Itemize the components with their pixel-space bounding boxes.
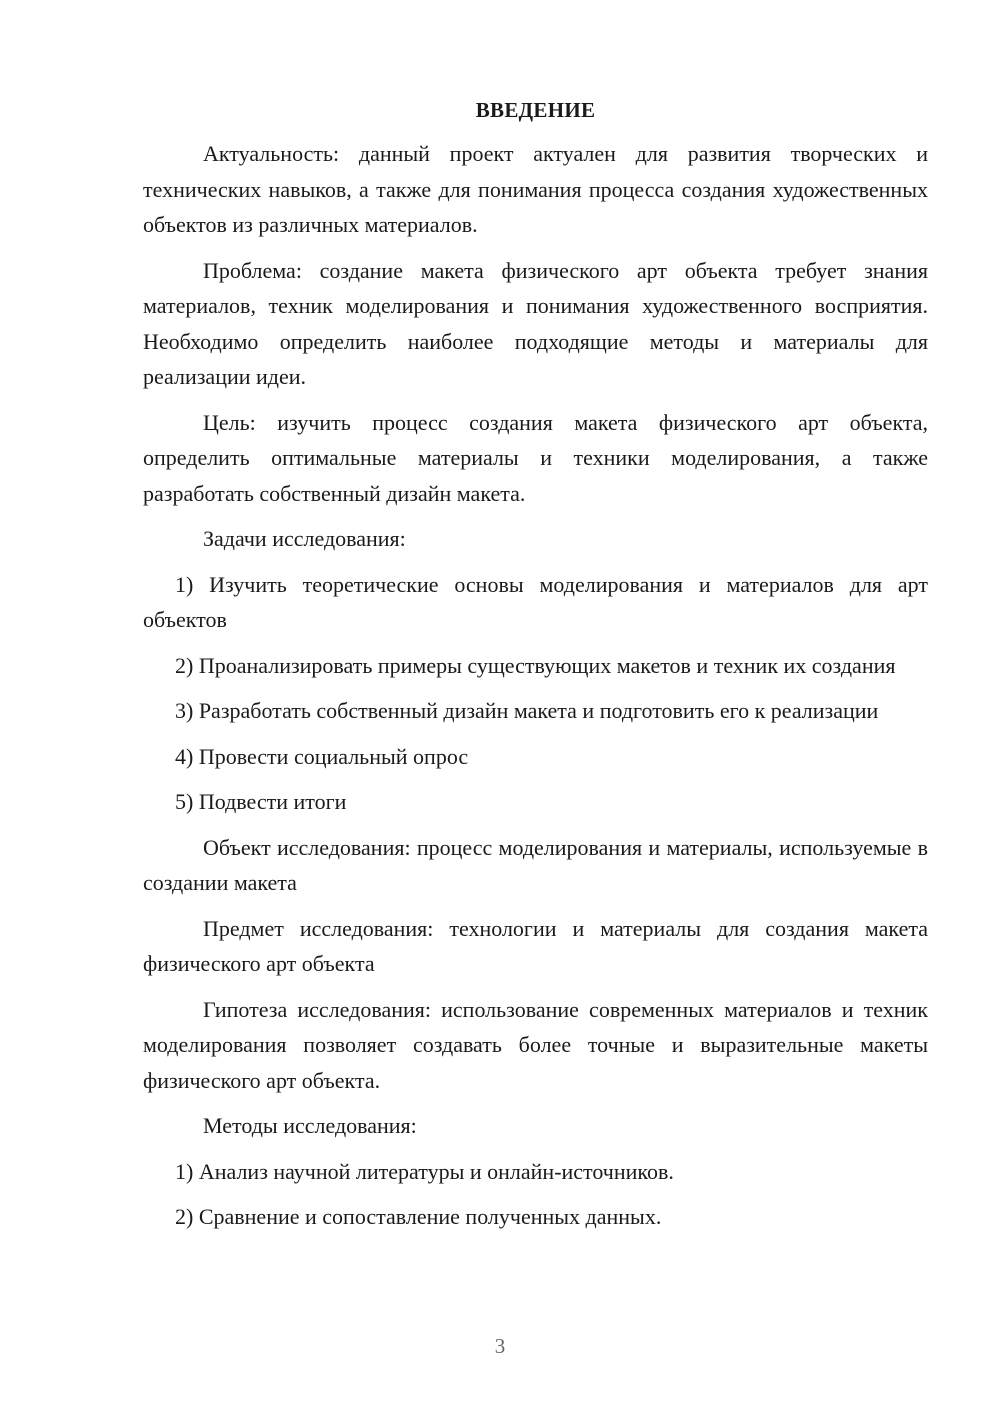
- task-item-3: 3) Разработать собственный дизайн макета и подготовить его к реализации: [175, 698, 879, 723]
- task-item-1: 1) Изучить теоретические основы моделирования и материалов для арт объектов: [143, 571, 928, 632]
- subject-paragraph: Предмет исследования: технологии и материалы для создания макета физического арт объекта: [143, 915, 928, 976]
- section-title: ВВЕДЕНИЕ: [475, 98, 596, 122]
- tasks-heading: Задачи исследования:: [203, 526, 406, 551]
- method-item-2: 2) Сравнение и сопоставление полученных данных.: [175, 1204, 662, 1229]
- methods-heading: Методы исследования:: [203, 1113, 417, 1138]
- document-page: [143, 92, 928, 1245]
- task-item-4: 4) Провести социальный опрос: [175, 743, 469, 769]
- task-item-2: 2) Проанализировать примеры существующих макетов и техник их создания: [175, 652, 896, 678]
- hypothesis-paragraph: Гипотеза исследования: использование современных материалов и техник моделирования позволяет создавать более точные и выразительные макеты физического арт объекта.: [143, 996, 928, 1093]
- object-paragraph: Объект исследования: процесс моделирования и материалы, используемые в создании макета: [143, 834, 928, 895]
- method-item-1: 1) Анализ научной литературы и онлайн-источников.: [175, 1158, 674, 1184]
- problem-paragraph: Проблема: создание макета физического арт объекта требует знания материалов, техник моделирования и понимания художественного восприятия. Необходимо определить наиболее подходящие методы и материалы для реализации идеи.: [143, 257, 928, 389]
- page-number: 3: [494, 1334, 506, 1358]
- task-item-5: 5) Подвести итоги: [175, 789, 347, 814]
- goal-paragraph: Цель: изучить процесс создания макета физического арт объекта, определить оптимальные материалы и техники моделирования, а также разработать собственный дизайн макета.: [143, 409, 928, 506]
- relevance-paragraph: Актуальность: данный проект актуален для развития творческих и технических навыков, а также для понимания процесса создания художественных объектов из различных материалов.: [143, 141, 928, 237]
